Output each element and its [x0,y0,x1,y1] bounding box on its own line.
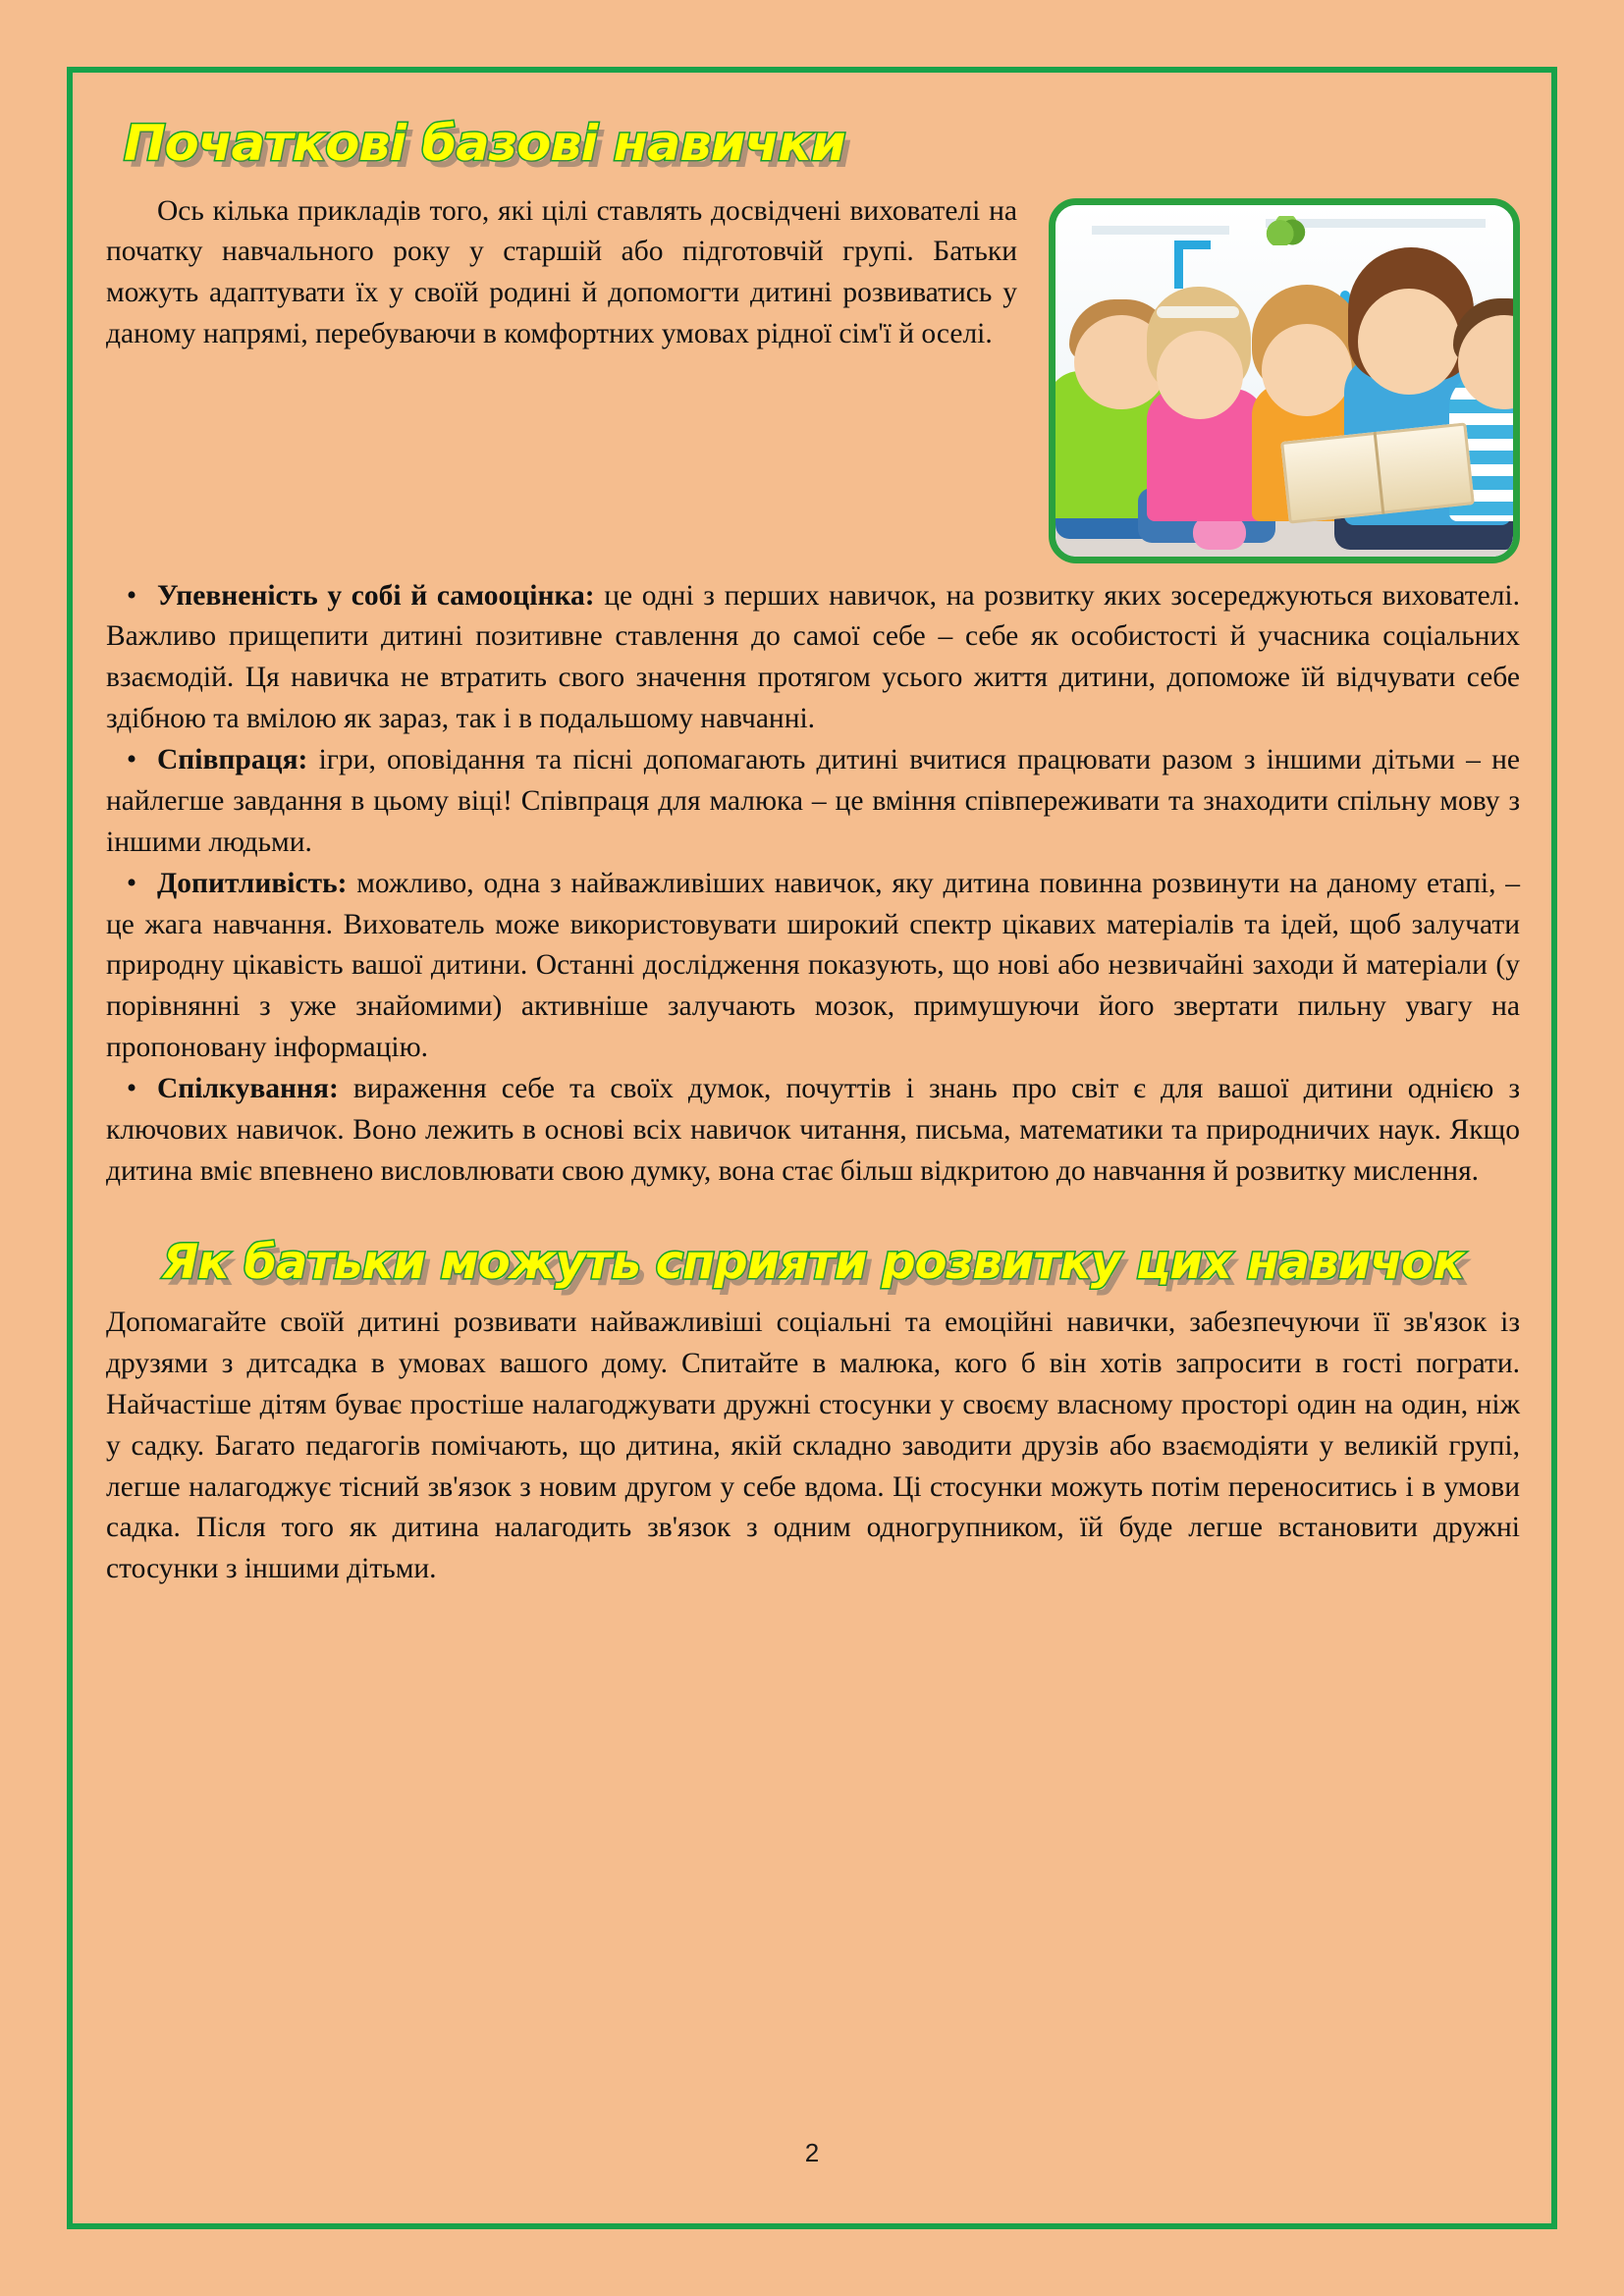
list-item-skill-cooperation [106,740,1520,864]
heading-how-parents-can-help: Як батьки можуть сприяти розвитку цих навичок [162,1234,1464,1290]
intro-paragraph: Ось кілька прикладів того, які цілі ставлять досвідчені вихователі на початку навчального року у старшій або підготовчій групі. Батьки можуть адаптувати їх у своїй родині й допомогти дитині розвиватись у даному напрямі, перебуваючи в комфортних умовах рідної сім'ї й оселі. [106,194,1017,350]
child-pink-headband [1157,306,1239,318]
closing-paragraph: Допомагайте своїй дитині розвивати найважливіші соціальні та емоційні навички, забезпечуючи її зв'язок із друзями з дитсадка в умовах вашого дому. Спитайте в малюка, кого б він хотів запросити в гості пограти. Найчастіше дітям буває простіше налагоджувати дружні стосунки у своєму власному просторі один на один, ніж у садку. Багато педагогів помічають, що дитина, якій складно заводити друзів або взаємодіяти у великій групі, легше налагоджує тісний зв'язок з новим другом у себе вдома. Ці стосунки можуть потім переноситись і в умови садка. Після того як дитина налагодить зв'язок з одним одногрупником, їй буде легше встановити дружні стосунки з іншими дітьми. [106,1307,1520,1585]
heading-second-wrap [106,1234,1520,1290]
child-pink-head [1157,331,1243,419]
page-number: 2 [804,2138,820,2167]
list-item-skill-curiosity [106,864,1520,1069]
heading-initial-basic-skills: Початкові базові навички [124,115,845,172]
skill-term: Співпраця: [157,744,308,775]
plant-icon [1266,216,1307,245]
skill-text: можливо, одна з найважливіших навичок, яку дитина повинна розвинути на даному етапі, – це жага навчання. Вихователь може використовувати широкий спектр цікавих матеріалів та ідей, щоб залучати природну цікавість вашої дитини. Останні дослідження показують, що нові або незвичайні заходи й матеріали (у порівнянні з уже знайомими) активніше залучають мозок, примушуючи його звертати пильну увагу на пропоновану інформацію. [106,867,1520,1064]
shelf-icon [1092,226,1229,235]
bullet-dot-icon: • [126,579,137,612]
skill-text: вираження себе та своїх думок, почуттів і знань про світ є для вашої дитини однією з ключових навичок. Воно лежить в основі всіх навичок читання, письма, математики та природничих наук. Якщо дитина вміє впевнено висловлювати свою думку, вона стає більш відкритою до навчання й розвитку мислення. [106,1073,1520,1187]
photo-inner [1056,205,1513,557]
skill-text: ігри, оповідання та пісні допомагають дитині вчитися працювати разом з іншими дітьми – не найлегше завдання в цьому віці! Співпраця для малюка – це вміння співпереживати та знаходити спільну мову з іншими людьми. [106,744,1520,858]
skills-list [106,576,1520,1193]
skill-term: Спілкування: [157,1073,339,1104]
photo-teacher-reading-to-children [1049,198,1520,563]
skill-term: Допитливість: [157,867,348,899]
list-item-skill-communication [106,1069,1520,1193]
wall-decor-icon [1174,240,1211,289]
skill-text: це одні з перших навичок, на розвитку яких зосереджуються вихователі. Важливо прищепити дитині позитивне ставлення до самої себе – себе як особистості й учасника соціальних взаємодій. Ця навичка не втратить свого значення протягом усього життя дитини, допоможе їй відчувати себе здібною та вмілою як зараз, так і в подальшому навчанні. [106,579,1521,735]
child-orange-head [1262,324,1352,416]
teacher-head [1358,289,1460,395]
skill-term: Упевненість у собі й самооцінка: [157,579,595,612]
bullet-dot-icon: • [126,867,137,899]
list-item-skill-confidence [106,576,1520,741]
page-content [106,115,1521,1592]
bullet-dot-icon: • [126,1073,137,1104]
bullet-dot-icon: • [126,744,137,775]
